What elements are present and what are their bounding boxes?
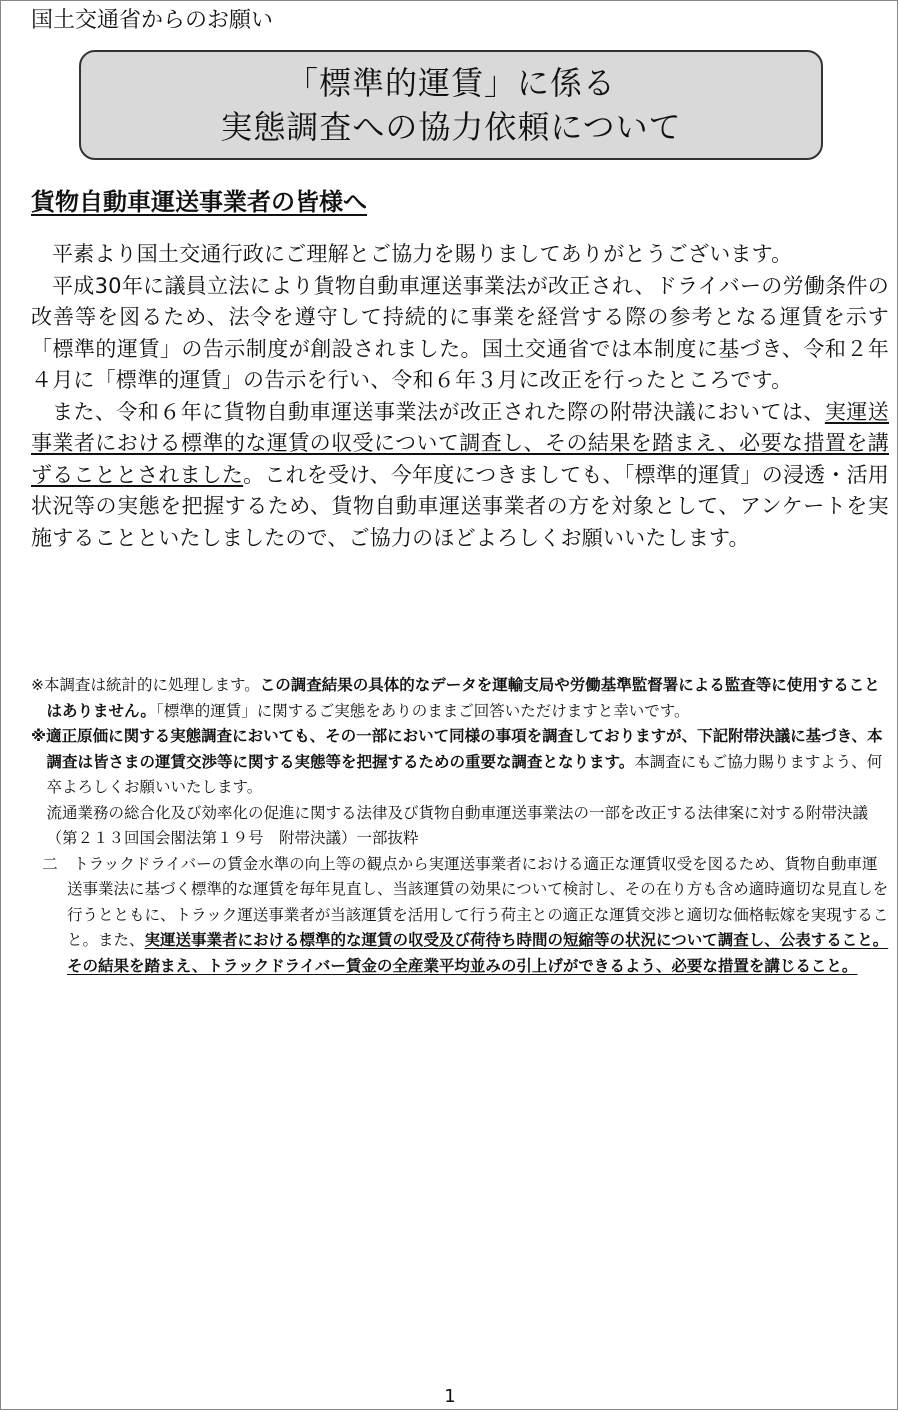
page-number: 1 (444, 1386, 456, 1407)
body-paragraph-3-lead: また、令和６年に貨物自動車運送事業法が改正された際の附帯決議においては、 (52, 399, 825, 424)
body-paragraph-3-tail: 。これを受け、今年度につきましても、「標準的運賃」の浸透・活用状況等の実態を把握するため、貨物自動車運送事業者の方を対象として、アンケートを実施することといたしましたので、ご協力のほどよろしくお願いいたします。 (31, 462, 889, 550)
body-text (31, 239, 889, 554)
body-paragraph-2: 平成30年に議員立法により貨物自動車運送事業法が改正され、ドライバーの労働条件の改善等を図るため、法令を遵守して持続的に事業を経営する際の参考となる運賃を示す「標準的運賃」の告示制度が創設されました。国土交通省では本制度に基づき、令和２年４月に「標準的運賃」の告示を行い、令和６年３月に改正を行ったところです。 (31, 273, 889, 392)
notes-section (31, 673, 889, 979)
body-paragraph-3-underlined: 実運送事業者における標準的な運賃の収受について調査し、その結果を踏まえ、必要な措置を講ずることとされました (31, 399, 889, 487)
body-paragraph-3 (31, 397, 889, 555)
title-line-1: 「標準的運賃」に係る (285, 64, 616, 102)
note-1-lead: ※本調査は統計的に処理します。 (31, 676, 260, 694)
title-line-2: 実態調査への協力依頼について (220, 108, 682, 146)
issuer-label: 国土交通省からのお願い (31, 8, 274, 33)
note-2-bold: ※適正原価に関する実態調査においても、その一部において同様の事項を調査しておりますが、下記附帯決議に基づき、本調査は皆さまの運賃交渉等に関する実態等を把握するための重要な調査となります。 (31, 727, 883, 771)
resolution-item-emphasis: 実運送事業者における標準的な運賃の収受及び荷待ち時間の短縮等の状況について調査し、公表すること。その結果を踏まえ、トラックドライバー賃金の全産業平均並みの引上げができるよう、必要な措置を講じること。 (67, 931, 889, 975)
note-1-bold: この調査結果の具体的なデータを運輸支局や労働基準監督署による監査等に使用することはありません。 (46, 676, 880, 720)
resolution-item (31, 852, 889, 980)
note-2-tail: 本調査にもご協力賜りますよう、何卒よろしくお願いいたします。 (46, 752, 883, 796)
body-paragraph-1: 平素より国土交通行政にご理解とご協力を賜りましてありがとうございます。 (52, 242, 793, 266)
note-1 (31, 673, 889, 724)
resolution-item-text: 二 トラックドライバーの賃金水準の向上等の観点から実運送事業者における適正な運賃収受を図るため、貨物自動車運送事業法に基づく標準的な運賃を毎年見直し、当該運賃の効果について検討し、その在り方も含め適時適切な見直しを行うとともに、トラック運送事業者が当該運賃を活用して行う荷主との適正な運賃交渉と適切な価格転嫁を実現すること。また、 (42, 854, 889, 949)
resolution-reference: 流通業務の総合化及び効率化の促進に関する法律及び貨物自動車運送事業法の一部を改正する法律案に対する附帯決議（第２１３回国会閣法第１９号 附帯決議）一部抜粋 (46, 803, 869, 847)
title-box (79, 50, 823, 160)
note-2 (31, 724, 889, 801)
note-1-tail: 「標準的運賃」に関するご実態をありのままご回答いただけますと幸いです。 (155, 701, 690, 720)
greeting-heading: 貨物自動車運送事業者の皆様へ (31, 188, 367, 216)
